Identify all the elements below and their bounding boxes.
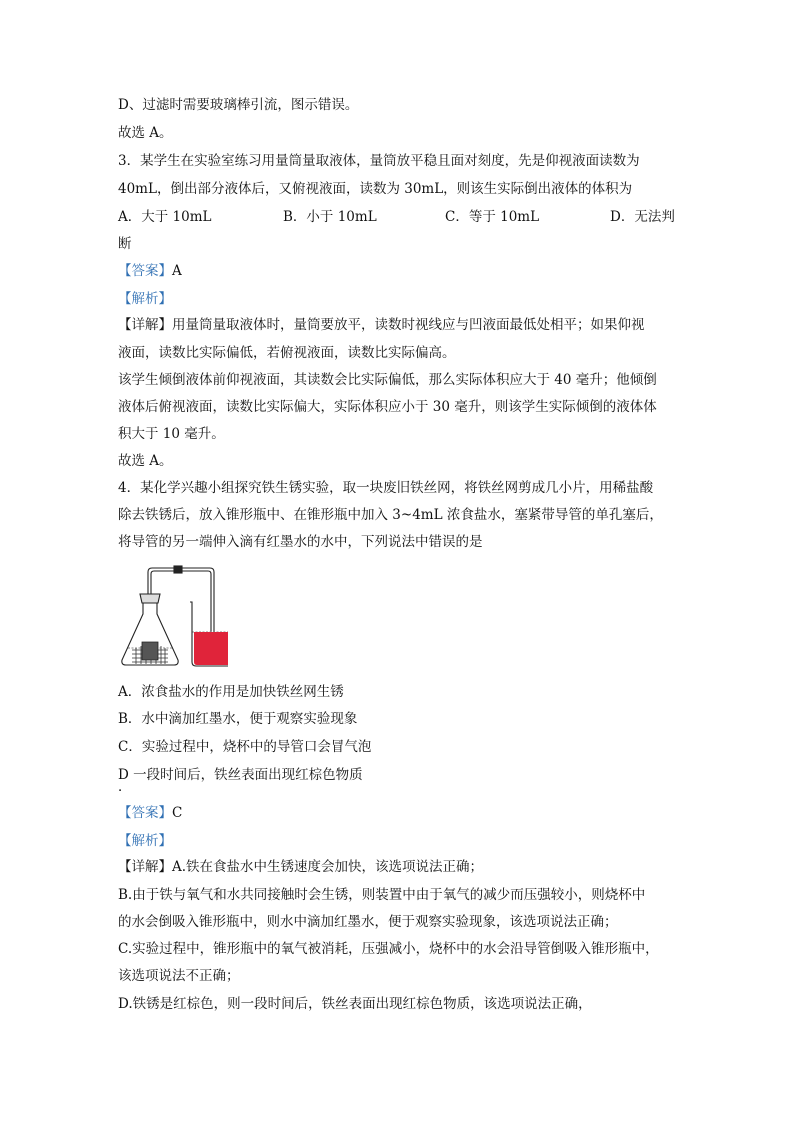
- q3-detail-line2: 液面，读数比实际偏低，若俯视液面，读数比实际偏高。: [118, 345, 456, 361]
- q3-analysis-label-text: 【解析】: [118, 291, 172, 307]
- q3-detail-line5: 积大于 10 毫升。: [118, 426, 225, 442]
- q2-choose: 故选 A。: [118, 125, 173, 141]
- q4-answer: [118, 804, 182, 822]
- q4-detail-line1: [118, 858, 483, 876]
- q4-option-c: C．实验过程中，烧杯中的导管口会冒气泡: [118, 739, 372, 755]
- q4-answer-value: C: [172, 805, 183, 821]
- q4-option-a: A．浓食盐水的作用是加快铁丝网生锈: [118, 684, 344, 700]
- q3-option-c: C．等于 10mL: [445, 209, 540, 225]
- q4-option-d-dot: ．: [118, 779, 132, 795]
- conical-flask: [122, 594, 178, 665]
- q3-detail-line1: [118, 316, 645, 334]
- q3-choose: 故选 A。: [118, 453, 173, 469]
- q4-detail-line3: 的水会倒吸入锥形瓶中，则水中滴加红墨水，便于观察实验现象，该选项说法正确；: [118, 914, 618, 930]
- q4-detail-label: 【详解】: [118, 859, 172, 875]
- beaker: [190, 602, 228, 666]
- q4-stem-line1: 4．某化学兴趣小组探究铁生锈实验，取一块废旧铁丝网，将铁丝网剪成几小片，用稀盐酸: [118, 480, 654, 496]
- q4-detail-line6: D.铁锈是红棕色，则一段时间后，铁丝表面出现红棕色物质，该选项说法正确，: [118, 996, 592, 1012]
- q3-stem-line2: 40mL，倒出部分液体后，又俯视液面，读数为 30mL，则该生实际倒出液体的体积为: [118, 181, 633, 197]
- q3-stem-line1: 3．某学生在实验室练习用量筒量取液体，量筒放平稳且面对刻度，先是仰视液面读数为: [118, 153, 640, 169]
- iron-gauze: [132, 642, 168, 664]
- q4-detail-line5: 该选项说法不正确；: [118, 968, 240, 984]
- q3-answer: [118, 262, 182, 280]
- q4-detail-line2: B.由于铁与氧气和水共同接触时会生锈，则装置中由于氧气的减少而压强较小，则烧杯中: [118, 887, 646, 903]
- q3-detail-label: 【详解】: [118, 317, 172, 333]
- q4-stem-line2: 除去铁锈后，放入锥形瓶中、在锥形瓶中加入 3~4mL 浓食盐水，塞紧带导管的单孔塞后，: [118, 507, 663, 523]
- q4-option-b: B．水中滴加红墨水，便于观察实验现象: [118, 711, 358, 727]
- q3-option-a: A．大于 10mL: [118, 209, 212, 225]
- q3-option-d: D．无法判: [610, 209, 675, 225]
- rubber-stopper: [140, 594, 160, 603]
- q3-option-b: B．小于 10mL: [283, 209, 377, 225]
- q3-analysis-label: [118, 290, 172, 308]
- q4-analysis-label: [118, 832, 172, 850]
- q4-stem-line3: 将导管的另一端伸入滴有红墨水的水中，下列说法中错误的是: [118, 534, 483, 550]
- q4-answer-label: 【答案】: [118, 805, 172, 821]
- q4-analysis-label-text: 【解析】: [118, 833, 172, 849]
- q3-detail-line4: 液体后俯视液面，读数比实际偏大，实际体积应小于 30 毫升，则该学生实际倾倒的液体体: [118, 399, 657, 415]
- q3-detail-line3: 该学生倾倒液体前仰视液面，其读数会比实际偏低，那么实际体积应大于 40 毫升；他倾倒: [118, 372, 657, 388]
- q3-answer-label: 【答案】: [118, 263, 172, 279]
- q4-option-d: D 一段时间后，铁丝表面出现红棕色物质: [118, 767, 363, 783]
- red-ink-water: [194, 632, 228, 665]
- q4-detail-line4: C.实验过程中，锥形瓶中的氧气被消耗，压强减小，烧杯中的水会沿导管倒吸入锥形瓶中，: [118, 941, 659, 957]
- q3-option-wrap: 断: [118, 236, 132, 252]
- q4-detail-text1: A.铁在食盐水中生锈速度会加快，该选项说法正确；: [172, 859, 484, 875]
- q3-detail-text1: 用量筒量取液体时，量筒要放平，读数时视线应与凹液面最低处相平；如果仰视: [172, 317, 645, 333]
- q2-option-d-explanation: D、过滤时需要玻璃棒引流，图示错误。: [118, 97, 359, 113]
- apparatus-figure: [118, 562, 228, 672]
- q3-answer-value: A: [172, 263, 182, 279]
